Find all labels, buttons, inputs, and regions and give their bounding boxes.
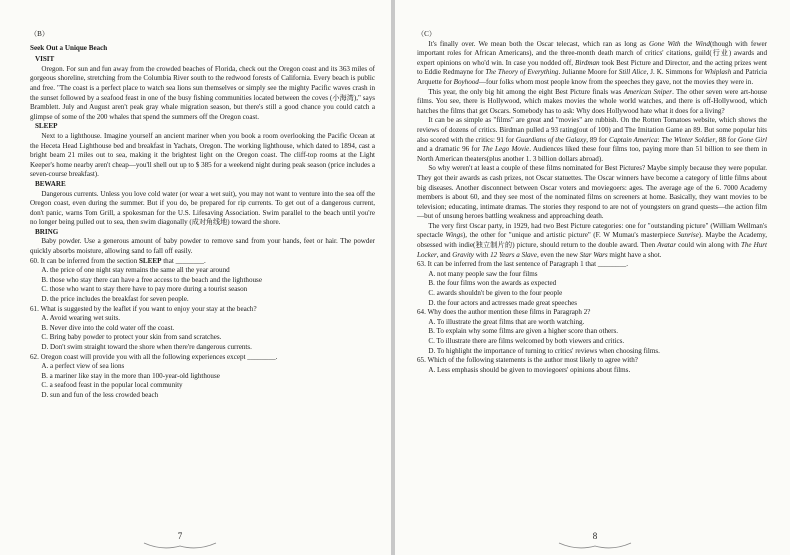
p3-text-1: It can be as simple as "films" are great and "movies" are rubbish. On the Rotten Tomatoes website, which shows the reviews of dozens of critics. Birdman pulled a 93 rating(out of 100) and The Imitation Game an 89. But some popular hits also scored with the critics: 91 for — [417, 116, 767, 144]
p1-title-5: Whiplash — [704, 68, 732, 77]
q61-option-b: B. Never dive into the cold water off the coast. — [41, 323, 175, 332]
sleep-paragraph: Next to a lighthouse. Imagine yourself an ancient mariner when you book a room overlooking the Pacific Ocean at the Heceta Head Lighthouse bed and breakfast in Yachats, Oregon. The working lighthouse, which dated to 1894, cast a bright beam 21 miles out to sea, making it the brightest light on the Oregon coast. The cliff-top rooms at the Light Keeper's home nearby aren't cheap—you'll shell out up to $ 385 for a weekend night during peak season (price includes a seven-course breakfast). — [30, 131, 375, 179]
p1-title-3: The Theory of Everything — [485, 68, 559, 77]
q64-option-a: A. To illustrate the great films that are worth watching. — [428, 317, 585, 326]
p1-title-2: Birdman — [575, 58, 600, 67]
p5-title-3: Avatar — [657, 241, 677, 250]
p3-text-6: . Audiences liked these four films too, paying more than 51 billion to see them in North American theaters(plus another 1. 3 billion dollars abroad). — [417, 145, 767, 163]
p1-text-7: —four folks whom most people know from the speeches they gave, not the movies they were in. — [478, 77, 754, 86]
q60-option-b: B. those who stay there can have a free access to the beach and the lighthouse — [41, 275, 262, 284]
page-number-left: 7 — [177, 531, 183, 541]
q62-option-a: A. a perfect view of sea lions — [41, 362, 125, 371]
p5-title-6: 12 Years a Slave — [490, 250, 537, 259]
q64-option-c: C. To illustrate there are films welcomed by both viewers and critics. — [428, 337, 625, 345]
question-63-stem: 63. It can be inferred from the last sentence of Paragraph 1 that ________. — [417, 260, 628, 269]
p5-title-5: Gravity — [452, 250, 474, 259]
p5-text-8: might have a shot. — [607, 250, 662, 259]
p3-text-5: and a dramatic 96 for — [417, 145, 483, 154]
p3-title-5: The Lego Movie — [482, 145, 530, 154]
q60-stem-end: that ________. — [161, 256, 206, 265]
p5-text-4: could win along with — [676, 241, 741, 250]
p5-text-3: ). Maybe the Academy, obsessed with indie(独立制片的) picture, should return to the double award. Then — [417, 231, 767, 250]
q62-option-c: C. a seafood feast in the popular local community — [41, 381, 183, 390]
right-column — [417, 30, 767, 375]
p1-title-4: Still Alice — [618, 68, 647, 77]
p5-text-7: , even the new — [536, 250, 580, 259]
paragraph-4: So why weren't at least a couple of these films nominated for Best Pictures? Maybe simply because they were popular. They got their awards as cash prizes, not Oscar statuettes. The Oscar winners have become a category of little films about big diseases. Another disconnect between Oscar voters and moviegoers: ages. The average age of the 6. 7000 Academy members is about 60, and they see most of the nominated films on screeners at home. Basically, they want movies to be television; educating, intimate dramas. The stories they respond to are not of youngsters on grand quests—the action film—but of unsung heroes battling weakness and approaching death. — [417, 164, 767, 221]
p5-text-5: , and — [436, 250, 453, 259]
p5-title-1: Wings — [445, 231, 463, 240]
q60-option-c: C. those who want to stay there have to pay more during a tourist season — [41, 285, 248, 294]
page-number-right: 8 — [592, 531, 598, 541]
visit-paragraph: Oregon. For sun and fun away from the crowded beaches of Florida, check out the Oregon coast and its 363 miles of gorgeous shoreline, stretching from the Columbia River south to the redwood forests of California. Every beach is public and free. "The coast is a perfect place to watch sea lions sun themselves or simply see the mighty Pacific waves crash in the sunset followed by a seafood feast in one of the busy fishing communities located between the coves (小海湾)," says Bramblett. July and August aren't peak gray whale migration season, but there's still a good chance you could catch a glimpse of some of the 200 whales that spend the summers off the Oregon coast. — [30, 64, 375, 121]
p1-text-1: It's finally over. We mean both the Oscar telecast, which ran as long as — [428, 39, 649, 48]
beware-heading: BEWARE — [34, 179, 66, 188]
visit-heading: VISIT — [34, 55, 55, 64]
question-65-stem: 65. Which of the following statements is the author most likely to agree with? — [417, 356, 638, 365]
q64-option-b: B. To explain why some films are given a higher score than others. — [428, 327, 619, 336]
p3-text-3: : — [657, 135, 662, 144]
p3-title-4: Gone Girl — [737, 135, 767, 144]
page-ornament-left-icon — [140, 539, 220, 551]
p5-title-4: The Hurt Locker — [417, 241, 767, 259]
q65-option-a: A. Less emphasis should be given to moviegoers' opinions about films. — [428, 365, 631, 374]
p3-text-2: , 89 for — [586, 135, 609, 144]
paragraph-2 — [417, 88, 767, 117]
q63-option-d: D. the four actors and actresses made great speeches — [428, 298, 578, 307]
p3-title-3: The Winter Soldier — [661, 135, 716, 144]
q62-option-b: B. a mariner like stay in the more than 100-year-old lighthouse — [41, 371, 220, 380]
p5-title-2: Sunrise — [677, 231, 699, 240]
left-column — [30, 30, 375, 401]
q63-option-c: C. awards shouldn't be given to the four people — [428, 289, 563, 298]
p2-text-1: This year, the only big hit among the eight Best Picture finals was — [428, 87, 624, 96]
p2-text-2: . The other seven were art-house films. You see, there is Hollywood, which makes movies the whole world watches, and there is off-Hollywood, which hatches the films that get Oscars. Somebody has to ask: Why does Hollywood hate what it does for a living? — [417, 87, 767, 115]
p2-title-1: American Sniper — [623, 87, 673, 96]
question-64-stem: 64. Why does the author mention these films in Paragraph 2? — [417, 308, 591, 317]
p1-text-4: . Julianne Moore for — [558, 68, 619, 77]
sleep-heading: SLEEP — [34, 122, 58, 131]
p3-title-2: Captain America — [608, 135, 658, 144]
q61-option-a: A. Avoid wearing wet suits. — [41, 314, 121, 323]
q61-option-c: C. Bring baby powder to protect your skin from sand scratches. — [41, 333, 222, 342]
p1-text-6: and Patricia Arquette for — [417, 68, 767, 86]
question-61-stem: 61. What is suggested by the leaflet if you want to enjoy your stay at the beach? — [30, 304, 257, 313]
question-62-stem: 62. Oregon coast will provide you with all the following experiences except ________. — [30, 352, 278, 361]
q62-option-d: D. sun and fun of the less crowded beach — [41, 390, 159, 399]
p5-title-7: Star Wars — [579, 250, 608, 259]
section-c-label: （C） — [417, 30, 436, 38]
page-ornament-right-icon — [555, 539, 635, 551]
question-60-stem — [30, 257, 375, 267]
q64-option-d: D. To highlight the importance of turning to critics' reviews when choosing films. — [428, 346, 660, 355]
paragraph-1 — [417, 40, 767, 88]
p5-text-6: with — [473, 250, 491, 259]
p1-title-1: Gone With the Wind — [648, 39, 710, 48]
p5-text-1: The very first Oscar party, in 1929, had two Best Picture categories: one for "outstanding picture" (William Wellman's spectacle — [417, 221, 767, 240]
p1-title-6: Boyhood — [453, 77, 479, 86]
p5-text-2: ), the other for "unique and artistic picture" (F. W Mumau's masterpiece — [462, 231, 678, 240]
p3-title-1: Guardians of the Galaxy — [515, 135, 587, 144]
p1-text-2: (though with fewer important roles for African Americans), and the three-month death march of critics' citations, guild(行业) awards and expert opinions on who'd win. In case you nodded off, — [417, 39, 767, 67]
bring-heading: BRING — [34, 227, 59, 236]
passage-title: Seek Out a Unique Beach — [30, 43, 108, 52]
p1-text-5: , J. K. Simmons for — [646, 68, 705, 77]
q60-stem-start: 60. It can be inferred from the section — [30, 256, 139, 265]
q63-option-b: B. the four films won the awards as expected — [428, 279, 557, 288]
p1-text-3: took Best Picture and Director, and the acting prizes went to Eddie Redmayne for — [417, 58, 767, 77]
paragraph-5 — [417, 222, 767, 260]
section-b-label: （B） — [30, 30, 49, 38]
beware-paragraph: Dangerous currents. Unless you love cold water (or wear a wet suit), you may not want to venture into the sea off the Oregon coast, even during the summer. But if you do, be prepared for rip currents. To get out of a dangerous current, don't panic, warns Tom Grill, a spokesman for the U.S. Lifesaving Association. Swim parallel to the beach until you're no longer being pulled out to sea, then swim diagonally (成对角线地) toward the shore. — [30, 189, 375, 227]
bring-paragraph: Baby powder. Use a generous amount of baby powder to remove sand from your hands, feet or hair. The powder quickly absorbs moisture, allowing sand to fall off easily. — [30, 237, 375, 256]
q63-option-a: A. not many people saw the four films — [428, 269, 538, 278]
left-page — [0, 0, 391, 555]
q60-option-d: D. the price includes the breakfast for seven people. — [41, 295, 189, 304]
q61-option-d: D. Don't swim straight toward the shore when there're dangerous currents. — [41, 343, 252, 351]
p3-text-4: , 88 for — [715, 135, 738, 144]
right-page — [395, 0, 790, 555]
q60-stem-bold: SLEEP — [138, 256, 162, 265]
paragraph-3 — [417, 116, 767, 164]
q60-option-a: A. the price of one night stay remains the same all the year around — [41, 266, 230, 275]
